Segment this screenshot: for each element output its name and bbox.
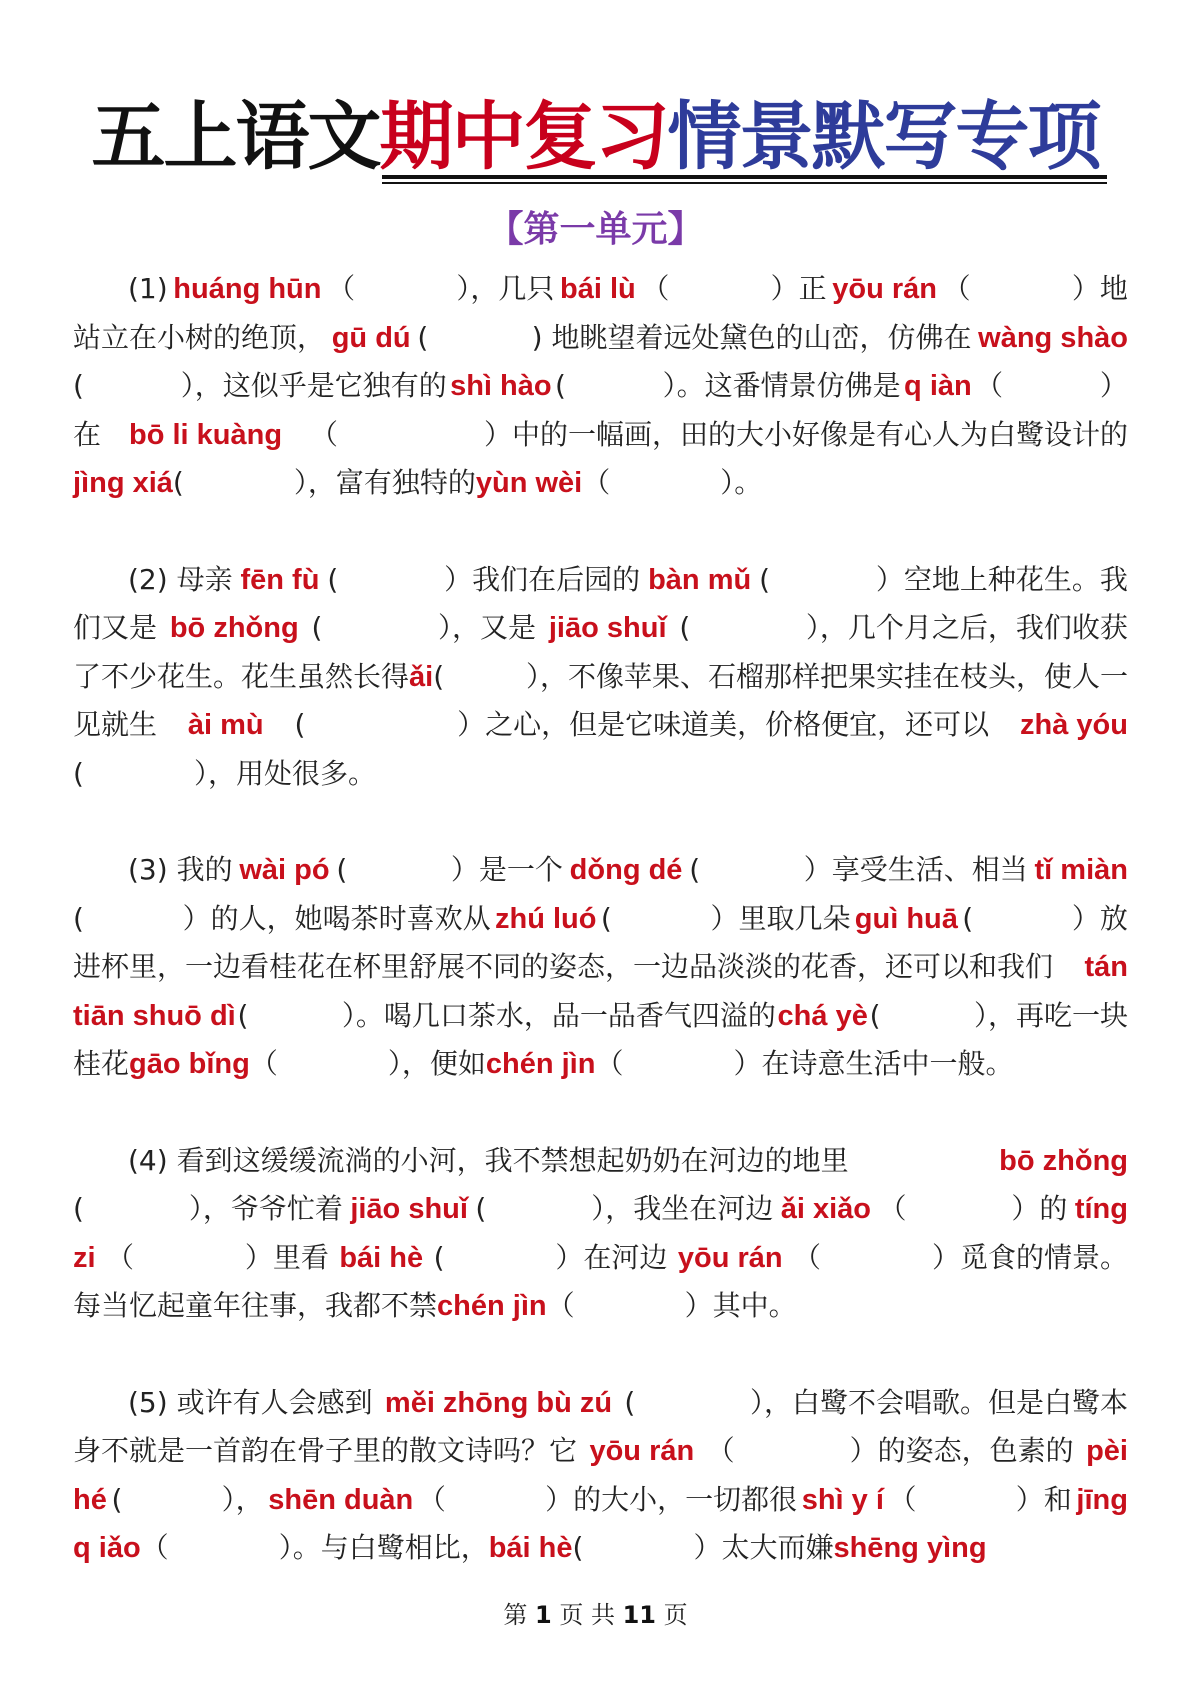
pinyin-prompt: chá yè [777,999,868,1032]
paragraph-line [73,314,1128,363]
sentence-text: ）。喝几口茶水，品一品香气四溢的 [341,998,776,1032]
sentence-text: ）空地上种花生。我 [875,562,1128,596]
sentence-text: ( [554,369,566,402]
pinyin-prompt: huáng hūn [173,273,322,305]
sentence-text: ）的大小，一切都很 [545,1482,798,1516]
paragraph-line [73,1137,1128,1186]
paragraph-line [73,1040,1128,1089]
paragraph-line [73,992,1128,1041]
sentence-text: ）觅食的情景。 [931,1240,1128,1274]
pinyin-prompt: zi [73,1241,96,1274]
sentence-text: （ [546,1289,575,1322]
exercise-content [73,265,1128,1621]
pinyin-prompt: zhà yóu [1020,709,1128,741]
paragraph-line [73,895,1128,944]
answer-blank[interactable] [914,1185,1004,1234]
pinyin-prompt: bō zhǒng [169,612,299,644]
sentence-text: （ [641,272,670,305]
sentence-text: ( [433,659,445,693]
sentence-text: 站立在小树的绝顶， [73,320,326,354]
sentence-text: ）， [221,1482,264,1516]
pinyin-prompt: wài pó [239,854,330,886]
exercise-paragraph [73,846,1128,1089]
paragraph-line [73,411,1128,460]
sentence-text: （ [706,1434,735,1467]
sentence-text: ( [73,756,84,790]
sentence-text: （ [417,1482,446,1516]
sentence-text: 在 [73,417,102,451]
answer-blank[interactable] [88,895,178,944]
answer-blank[interactable] [335,604,425,653]
current-page-number: 1 [534,1601,552,1629]
answer-blank[interactable] [707,846,797,895]
sentence-text: 每当忆起童年往事，我都不禁 [73,1289,438,1322]
sentence-text: ( [73,901,84,935]
paragraph-line [73,1234,1128,1283]
pinyin-prompt: tǐ miàn [1034,854,1128,886]
pinyin-prompt: ǎi [409,660,434,693]
answer-blank[interactable] [978,895,1068,944]
answer-blank[interactable] [494,1185,584,1234]
pinyin-prompt: bō li kuàng [128,418,283,451]
sentence-text: ）。 [720,466,763,499]
sentence-text: ）享受生活、相当 [803,853,1028,886]
pinyin-prompt: q iàn [904,370,972,402]
title-red: 期中复习 [379,94,668,180]
answer-blank[interactable] [575,1282,685,1331]
pinyin-prompt: bái lù [560,273,636,305]
paragraph-line [73,459,1128,508]
sentence-text: （ [140,1531,169,1564]
sentence-text: ），几个月之后，我们收获 [805,611,1128,644]
pinyin-prompt: q iǎo [73,1532,141,1564]
sentence-text: ( [689,853,701,886]
sentence-text: （ [888,1482,917,1516]
sentence-text: ( [600,901,612,935]
sentence-text: （ [106,1240,135,1274]
answer-blank[interactable] [610,459,720,508]
sentence-text: ( [869,998,881,1032]
sentence-text: ）的人，她喝茶时喜欢从 [182,901,491,935]
sentence-text: ）的 [1011,1192,1068,1225]
sentence-text: ( [172,466,184,499]
pinyin-prompt: wàng shào [978,321,1128,354]
answer-blank[interactable] [455,1234,545,1283]
sentence-text: ），这似乎是它独有的 [180,369,447,402]
sentence-text: (2) 母亲 [128,562,233,596]
sentence-text: ( [572,1531,584,1564]
pinyin-prompt: tán [1084,951,1128,983]
sentence-text: ( [327,562,339,596]
sentence-text: ( [679,611,691,644]
paragraph-line [73,1476,1128,1525]
answer-blank[interactable] [336,701,426,750]
answer-blank[interactable] [127,1476,217,1525]
answer-blank[interactable] [583,1524,693,1573]
unit-heading: 【第一单元】 [487,209,704,250]
paragraph-line [73,1282,1128,1331]
title-double-underline [382,175,1107,184]
pinyin-prompt: jīng [1076,1483,1128,1516]
pinyin-prompt: hé [73,1483,107,1516]
sentence-text: 了不少花生。花生虽然长得 [73,659,410,693]
sentence-text: ( [962,901,974,935]
title-blue: 情景默写专项 [667,94,1100,180]
pinyin-prompt: chén jìn [485,1048,596,1080]
pinyin-prompt: bái hè [339,1241,424,1274]
sentence-text: ( [475,1192,487,1225]
sentence-text: ），爷爷忙着 [188,1192,343,1225]
sentence-text: （ [582,466,611,499]
sentence-text: ( [73,1192,84,1225]
answer-blank[interactable] [882,992,972,1041]
pinyin-prompt: jiāo shuǐ [548,612,667,644]
sentence-text: ( [237,998,249,1032]
paragraph-line [73,846,1128,895]
footer-suffix: 页 [663,1601,688,1629]
sentence-text: ），再吃一块 [973,998,1128,1032]
sentence-text: （ [249,1047,278,1080]
pinyin-prompt: tíng [1074,1193,1128,1225]
total-page-count: 11 [622,1601,657,1629]
sentence-text: ），白鹭不会唱歌。但是白鹭本 [749,1385,1128,1419]
sentence-text: ），便如 [387,1047,486,1080]
page-footer [0,1595,1191,1630]
paragraph-line [73,265,1128,314]
answer-blank[interactable] [450,1476,540,1525]
pinyin-prompt: jìng xiá [73,467,173,499]
sentence-text: ）里取几朵 [710,901,851,935]
paragraph-line [73,943,1128,992]
sentence-text: (4) 看到这缓缓流淌的小河，我不禁想起奶奶在河边的地里 [128,1143,849,1177]
pinyin-prompt: shì hào [450,370,552,402]
exercise-paragraph [73,265,1128,508]
answer-blank[interactable] [832,1234,922,1283]
pinyin-prompt: shēng yìng [833,1532,987,1564]
answer-blank[interactable] [366,411,456,460]
sentence-text: ）其中。 [684,1289,797,1322]
sentence-text: ）太大而嫌 [693,1531,834,1564]
answer-blank[interactable] [569,362,659,411]
sentence-text: 们又是 [73,611,158,644]
sentence-text: （ [310,417,339,451]
sentence-text: (1) [128,272,168,305]
sentence-text: ( [624,1385,636,1419]
sentence-text: ( [433,1240,445,1274]
sentence-text: ）里看 [244,1240,329,1274]
sentence-text: （ [595,1047,624,1080]
sentence-text: ）放 [1071,901,1128,935]
answer-blank[interactable] [144,1234,234,1283]
sentence-text: ）正 [770,272,827,305]
answer-blank[interactable] [361,265,451,314]
sentence-text: ）和 [1015,1482,1072,1516]
pinyin-prompt: bàn mǔ [648,563,752,596]
sentence-text: ）在河边 [555,1240,668,1274]
sentence-text: ） [1099,369,1128,402]
pinyin-prompt: fēn fù [240,563,320,596]
sentence-text: （ [327,272,356,305]
answer-blank[interactable] [169,1524,279,1573]
pinyin-prompt: jiāo shuǐ [350,1193,468,1225]
answer-blank[interactable] [250,992,340,1041]
answer-blank[interactable] [778,556,868,605]
paragraph-line [73,701,1128,750]
pinyin-prompt: shēn duàn [268,1483,414,1516]
paragraph-line [73,1379,1128,1428]
answer-blank[interactable] [703,604,793,653]
pinyin-prompt: zhú luó [494,902,597,935]
answer-blank[interactable] [354,846,444,895]
answer-blank[interactable] [976,265,1066,314]
answer-blank[interactable] [346,556,436,605]
sentence-text: ），我坐在河边 [591,1192,774,1225]
sentence-text: ）中的一幅画，田的大小好像是有心人为白鹭设计的 [483,417,1128,451]
answer-blank[interactable] [921,1476,1011,1525]
paragraph-line [73,1524,1128,1573]
pinyin-prompt: měi zhōng bù zú [384,1386,613,1419]
sentence-text: 桂花 [73,1047,130,1080]
footer-prefix: 第 [503,1601,528,1629]
answer-blank[interactable] [1006,362,1096,411]
footer-middle: 页 共 [559,1601,615,1629]
paragraph-line [73,1185,1128,1234]
title-black: 五上语文 [91,94,380,180]
sentence-text: ( [311,611,323,644]
sentence-text: ）。与白鹭相比， [278,1531,489,1564]
sentence-text: ），几只 [456,272,555,305]
sentence-text: ( [759,562,771,596]
paragraph-line [73,750,1128,799]
answer-blank[interactable] [84,750,194,799]
answer-blank[interactable] [278,1040,388,1089]
pinyin-prompt: yōu rán [589,1435,695,1467]
sentence-text: ），不像苹果、石榴那样把果实挂在枝头，使人一 [525,659,1128,693]
sentence-text: ( [294,708,306,741]
sentence-text: 进杯里，一边看桂花在杯里舒展不同的姿态，一边品淡淡的花香，还可以和我们 [73,950,1054,983]
answer-blank[interactable] [648,1379,738,1428]
sentence-text: ），用处很多。 [193,756,376,790]
sentence-text: ）在诗意生活中一般。 [733,1047,1014,1080]
sentence-text: ）之心，但是它味道美，价格便宜，还可以 [457,708,990,741]
answer-blank[interactable] [623,1040,733,1089]
pinyin-prompt: bái hè [488,1532,573,1564]
pinyin-prompt: yōu rán [832,273,938,305]
paragraph-line [73,556,1128,605]
exercise-paragraph [73,1379,1128,1573]
pinyin-prompt: guì huā [854,902,958,935]
paragraph-line [73,362,1128,411]
pinyin-prompt: chén jìn [437,1290,547,1322]
pinyin-prompt: bō zhǒng [999,1144,1128,1177]
pinyin-prompt: dǒng dé [569,854,683,886]
answer-blank[interactable] [91,1185,181,1234]
pinyin-prompt: gāo bǐng [129,1048,250,1080]
paragraph-line [73,1427,1128,1476]
sentence-text: ），富有独特的 [293,466,476,499]
pinyin-prompt: ǎi xiǎo [780,1193,871,1225]
answer-blank[interactable] [435,314,525,363]
pinyin-prompt: yōu rán [677,1241,783,1274]
paragraph-line [73,653,1128,702]
answer-blank[interactable] [747,1427,837,1476]
pinyin-prompt: tiān shuō dì [73,999,236,1032]
sentence-text: ）是一个 [450,853,563,886]
exercise-paragraph [73,556,1128,799]
sentence-text: ( [111,1482,123,1516]
sentence-text: （ [975,369,1004,402]
sentence-text: （ [793,1240,822,1274]
answer-blank[interactable] [675,265,765,314]
pinyin-prompt: shì y í [801,1483,884,1516]
answer-blank[interactable] [616,895,706,944]
sentence-text: ），又是 [438,611,537,644]
answer-blank[interactable] [87,362,177,411]
sentence-text: 身不就是一首韵在骨子里的散文诗吗？它 [73,1434,578,1467]
pinyin-prompt: gū dú [331,321,411,354]
answer-blank[interactable] [184,459,294,508]
sentence-text: （ [878,1192,907,1225]
sentence-text: (3) 我的 [128,853,233,886]
sentence-text: （ [942,272,971,305]
sentence-text: ）的姿态，色素的 [849,1434,1074,1467]
sentence-text: ）我们在后园的 [444,562,641,596]
paragraph-line [73,604,1128,653]
sentence-text: (5) 或许有人会感到 [128,1385,373,1419]
sentence-text: ( [417,320,429,354]
pinyin-prompt: yùn wèi [475,467,583,499]
pinyin-prompt: ài mù [187,709,264,741]
exercise-paragraph [73,1137,1128,1331]
sentence-text: ( [73,369,84,402]
answer-blank[interactable] [444,653,526,702]
sentence-text: ）。这番情景仿佛是 [662,369,901,402]
sentence-text: ）地 [1071,272,1128,305]
sentence-text: ( [336,853,348,886]
sentence-text: ) 地眺望着远处黛色的山峦，仿佛在 [531,320,972,354]
sentence-text: 见就生 [73,708,158,741]
pinyin-prompt: pèi [1086,1435,1128,1467]
page-title [0,92,1191,182]
